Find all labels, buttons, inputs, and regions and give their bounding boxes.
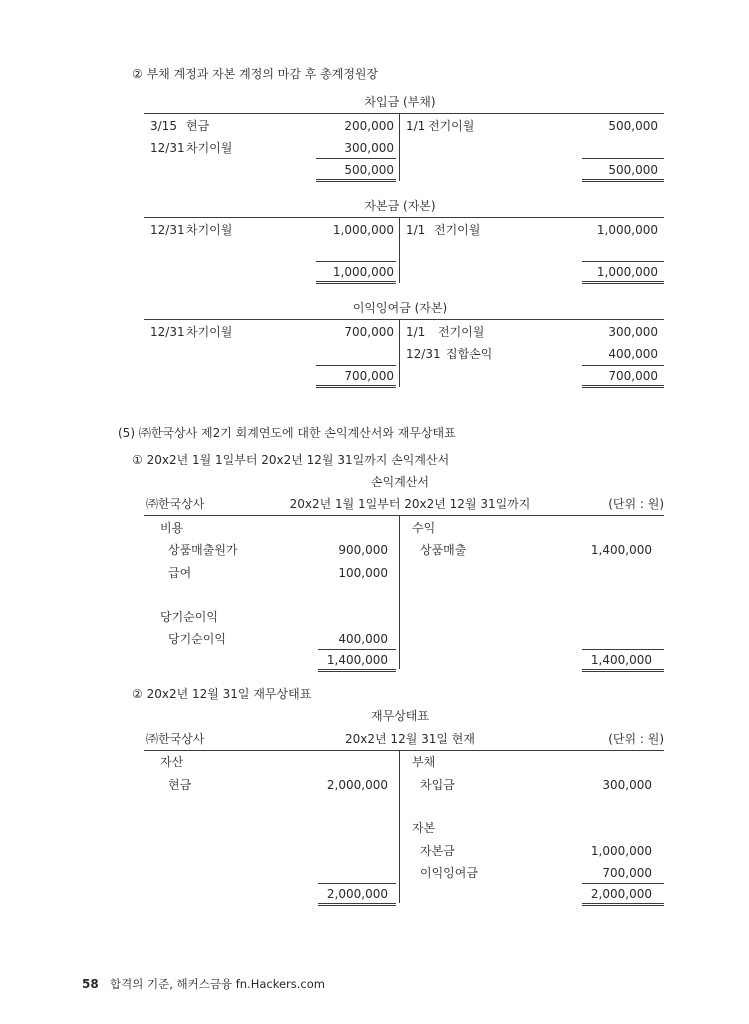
ledger-title: 차입금 (부채) xyxy=(364,95,436,109)
statement-top-rule xyxy=(144,750,664,751)
statement-title: 재무상태표 xyxy=(371,709,429,723)
section-heading: (5) ㈜한국상사 제2기 회계연도에 대한 손익계산서와 재무상태표 xyxy=(118,426,456,440)
total-rule xyxy=(582,365,664,366)
category-label: 자본 xyxy=(412,821,436,835)
ledger-top-rule xyxy=(144,319,664,320)
ledger-entry-desc: 전기이월 xyxy=(434,223,481,237)
category-label: 당기순이익 xyxy=(160,610,218,624)
double-rule xyxy=(582,179,664,180)
total-rule xyxy=(318,649,396,650)
ledger-entry-desc: 차기이월 xyxy=(186,325,233,339)
ledger-title: 이익잉여금 (자본) xyxy=(352,301,448,315)
item-label: 현금 xyxy=(168,778,192,792)
ledger-total: 1,000,000 xyxy=(596,265,658,279)
ledger-entry-date: 12/31 xyxy=(150,223,185,237)
statement-heading: ② 20x2년 12월 31일 재무상태표 xyxy=(132,687,312,701)
item-amount: 100,000 xyxy=(338,566,388,580)
item-label: 상품매출 xyxy=(420,543,467,557)
ledger-title: 자본금 (자본) xyxy=(364,199,436,213)
ledger-entry-date: 12/31 xyxy=(150,141,185,155)
ledger-entry-date: 1/1 xyxy=(406,119,426,133)
ledger-entry-amount: 1,000,000 xyxy=(596,223,658,237)
ledger-total: 500,000 xyxy=(344,163,394,177)
item-label: 급여 xyxy=(168,566,192,580)
unit-label: (단위 : 원) xyxy=(608,732,664,746)
total-rule xyxy=(318,883,396,884)
ledger-entry-date: 3/15 xyxy=(150,119,177,133)
item-amount: 400,000 xyxy=(338,632,388,646)
statement-title: 손익계산서 xyxy=(371,475,429,489)
double-rule xyxy=(316,179,396,180)
item-amount: 700,000 xyxy=(602,866,652,880)
item-amount: 2,000,000 xyxy=(326,778,388,792)
statement-total: 1,400,000 xyxy=(326,653,388,667)
ledger-top-rule xyxy=(144,113,664,114)
ledger-entry-desc: 집합손익 xyxy=(446,347,493,361)
item-label: 당기순이익 xyxy=(168,632,226,646)
category-label: 자산 xyxy=(160,755,184,769)
footer-text: 합격의 기준, 해커스금융 fn.Hackers.com xyxy=(110,977,325,991)
ledger-entry-amount: 300,000 xyxy=(344,141,394,155)
statement-heading: ① 20x2년 1월 1일부터 20x2년 12월 31일까지 손익계산서 xyxy=(132,453,450,467)
double-rule xyxy=(582,905,664,906)
ledger-entry-desc: 현금 xyxy=(186,119,210,133)
total-rule xyxy=(582,158,664,159)
item-label: 이익잉여금 xyxy=(420,866,478,880)
item-label: 상품매출원가 xyxy=(168,543,238,557)
double-rule xyxy=(582,385,664,386)
ledger-entry-amount: 200,000 xyxy=(344,119,394,133)
category-label: 부채 xyxy=(412,755,436,769)
double-rule xyxy=(582,181,664,182)
total-rule xyxy=(316,261,396,262)
statement-center-rule xyxy=(399,515,400,669)
double-rule xyxy=(316,281,396,282)
total-rule xyxy=(316,158,396,159)
total-rule xyxy=(582,261,664,262)
double-rule xyxy=(582,669,664,670)
page-number: 58 xyxy=(82,977,99,991)
double-rule xyxy=(318,903,396,904)
unit-label: (단위 : 원) xyxy=(608,497,664,511)
ledger-top-rule xyxy=(144,217,664,218)
double-rule xyxy=(582,281,664,282)
ledger-entry-amount: 300,000 xyxy=(608,325,658,339)
company-name: ㈜한국상사 xyxy=(146,732,205,746)
total-rule xyxy=(582,649,664,650)
ledger-center-rule xyxy=(399,113,400,181)
statement-total: 2,000,000 xyxy=(590,887,652,901)
ledger-entry-amount: 400,000 xyxy=(608,347,658,361)
ledger-center-rule xyxy=(399,319,400,387)
total-rule xyxy=(582,883,664,884)
ledger-entry-desc: 차기이월 xyxy=(186,141,233,155)
ledger-entry-amount: 1,000,000 xyxy=(332,223,394,237)
double-rule xyxy=(316,283,396,284)
company-name: ㈜한국상사 xyxy=(146,497,205,511)
ledger-center-rule xyxy=(399,217,400,283)
double-rule xyxy=(582,903,664,904)
item-label: 자본금 xyxy=(420,844,455,858)
double-rule xyxy=(316,385,396,386)
category-label: 비용 xyxy=(160,521,184,535)
statement-total: 2,000,000 xyxy=(326,887,388,901)
double-rule xyxy=(318,671,396,672)
statement-date: 20x2년 12월 31일 현재 xyxy=(345,732,475,746)
statement-period: 20x2년 1월 1일부터 20x2년 12월 31일까지 xyxy=(289,497,531,511)
ledger-total: 700,000 xyxy=(608,369,658,383)
item-amount: 300,000 xyxy=(602,778,652,792)
item-amount: 900,000 xyxy=(338,543,388,557)
total-rule xyxy=(316,365,396,366)
category-label: 수익 xyxy=(412,521,436,535)
double-rule xyxy=(316,181,396,182)
ledger-entry-amount: 500,000 xyxy=(608,119,658,133)
ledger-entry-date: 1/1 xyxy=(406,325,426,339)
ledger-entry-date: 12/31 xyxy=(406,347,441,361)
double-rule xyxy=(582,387,664,388)
item-amount: 1,400,000 xyxy=(590,543,652,557)
ledger-entry-desc: 전기이월 xyxy=(438,325,485,339)
ledger-entry-desc: 차기이월 xyxy=(186,223,233,237)
statement-top-rule xyxy=(144,515,664,516)
statement-center-rule xyxy=(399,750,400,903)
statement-total: 1,400,000 xyxy=(590,653,652,667)
double-rule xyxy=(318,669,396,670)
double-rule xyxy=(582,283,664,284)
ledger-entry-desc: 전기이월 xyxy=(428,119,475,133)
ledger-total: 500,000 xyxy=(608,163,658,177)
item-label: 차입금 xyxy=(420,778,455,792)
ledger-entry-date: 12/31 xyxy=(150,325,185,339)
ledger-total: 1,000,000 xyxy=(332,265,394,279)
section-heading: ② 부채 계정과 자본 계정의 마감 후 총계정원장 xyxy=(132,67,379,81)
double-rule xyxy=(318,905,396,906)
item-amount: 1,000,000 xyxy=(590,844,652,858)
double-rule xyxy=(316,387,396,388)
ledger-total: 700,000 xyxy=(344,369,394,383)
ledger-entry-date: 1/1 xyxy=(406,223,426,237)
ledger-entry-amount: 700,000 xyxy=(344,325,394,339)
double-rule xyxy=(582,671,664,672)
